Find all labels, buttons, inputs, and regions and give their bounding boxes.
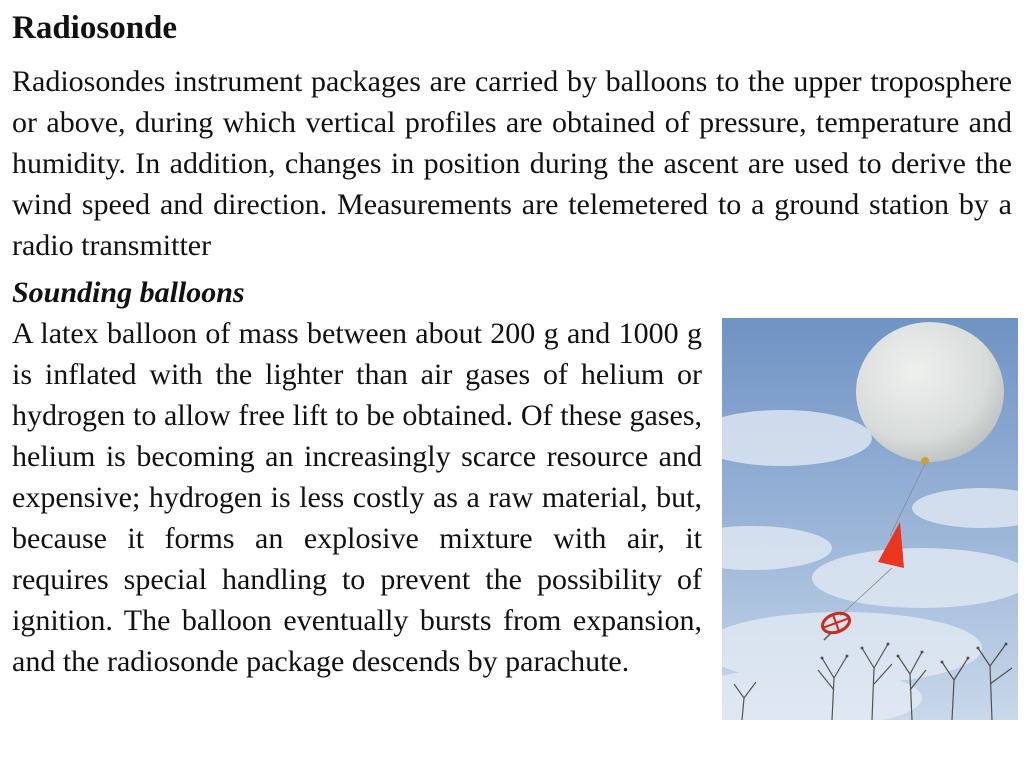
balloon-photo: [722, 318, 1018, 720]
balloon-photo-illustration: [722, 318, 1018, 720]
intro-paragraph: Radiosondes instrument packages are carried by balloons to the upper troposphere or above, during which vertical profiles are obtained of pressure, temperature and humidity. In addition, changes in position during the ascent are used to derive the wind speed and direction. Measurements are telemetered to a ground station by a radio transmitter: [12, 65, 1012, 262]
section-body: A latex balloon of mass between about 200 g and 1000 g is inflated with the lighter than air gases of helium or hydrogen to allow free lift to be obtained. Of these gases, helium is becoming an increasingly scarce resource and expensive; hydrogen is less costly as a raw material, but, because it forms an explosive mixture with air, it requires special handling to prevent the possibility of ignition. The balloon eventually bursts from expansion, and the radiosonde package descends by parachute.: [12, 317, 702, 678]
balloon-neck: [921, 457, 929, 465]
page-title: Radiosonde: [12, 10, 178, 46]
section-heading: Sounding balloons: [12, 276, 245, 309]
balloon: [856, 322, 1004, 462]
